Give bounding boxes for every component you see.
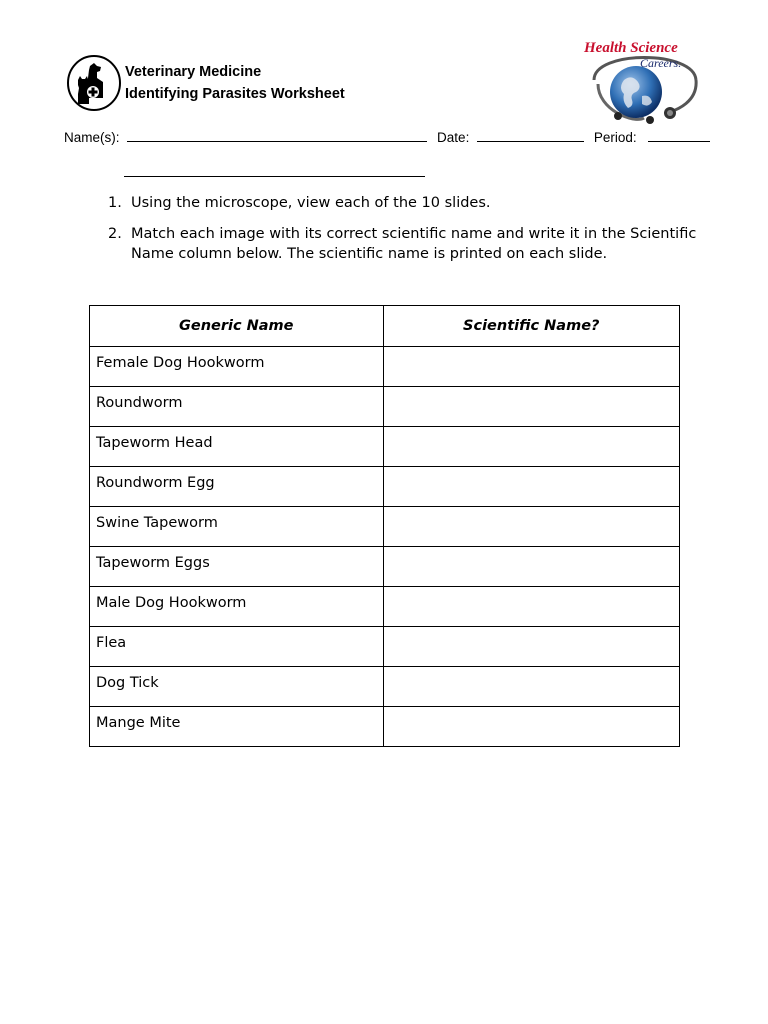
name-label: Name(s):	[64, 130, 120, 145]
table-row	[90, 347, 680, 387]
instructions-list	[108, 193, 728, 275]
table-row	[90, 467, 680, 507]
scientific-name-cell[interactable]	[383, 427, 679, 467]
name-input-line-2[interactable]	[124, 164, 425, 177]
logo-text-health-science: Health Science	[584, 40, 678, 56]
scientific-name-cell[interactable]	[383, 507, 679, 547]
generic-name-cell: Mange Mite	[90, 707, 384, 747]
instruction-number: 1.	[108, 195, 122, 211]
table-row	[90, 627, 680, 667]
instruction-item	[108, 193, 728, 213]
title-line-2: Identifying Parasites Worksheet	[125, 86, 345, 102]
scientific-name-cell[interactable]	[383, 587, 679, 627]
header-generic-name: Generic Name	[90, 306, 384, 347]
generic-name-cell: Female Dog Hookworm	[90, 347, 384, 387]
table-header-row	[90, 306, 680, 347]
scientific-name-cell[interactable]	[383, 347, 679, 387]
name-input-line[interactable]	[127, 129, 427, 142]
table-row	[90, 587, 680, 627]
title-line-1: Veterinary Medicine	[125, 64, 262, 80]
period-label: Period:	[593, 130, 637, 145]
generic-name-cell: Male Dog Hookworm	[90, 587, 384, 627]
table-row	[90, 547, 680, 587]
generic-name-cell: Roundworm	[90, 387, 384, 427]
generic-name-cell: Flea	[90, 627, 384, 667]
table-row	[90, 507, 680, 547]
scientific-name-cell[interactable]	[383, 707, 679, 747]
date-input-line[interactable]	[477, 129, 584, 142]
student-info-fields	[64, 129, 710, 145]
scientific-name-cell[interactable]	[383, 467, 679, 507]
table-row	[90, 387, 680, 427]
scientific-name-cell[interactable]	[383, 387, 679, 427]
generic-name-cell: Dog Tick	[90, 667, 384, 707]
instruction-text: Match each image with its correct scientific name and write it in the Scientific Name column below. The scientific name is printed on each slide.	[131, 226, 697, 262]
table-row	[90, 707, 680, 747]
instruction-text: Using the microscope, view each of the 10 slides.	[131, 195, 491, 211]
header-scientific-name: Scientific Name?	[383, 306, 679, 347]
generic-name-cell: Roundworm Egg	[90, 467, 384, 507]
health-science-careers-logo	[584, 40, 706, 124]
table-row	[90, 427, 680, 467]
worksheet-title	[125, 61, 345, 105]
logo-text-careers: Careers.	[640, 56, 682, 70]
scientific-name-cell[interactable]	[383, 667, 679, 707]
table-row	[90, 667, 680, 707]
instruction-item	[108, 224, 728, 264]
parasites-table	[89, 305, 680, 747]
date-label: Date:	[437, 130, 470, 145]
generic-name-cell: Tapeworm Eggs	[90, 547, 384, 587]
vet-pets-cross-icon	[66, 54, 122, 112]
generic-name-cell: Tapeworm Head	[90, 427, 384, 467]
scientific-name-cell[interactable]	[383, 627, 679, 667]
scientific-name-cell[interactable]	[383, 547, 679, 587]
generic-name-cell: Swine Tapeworm	[90, 507, 384, 547]
period-input-line[interactable]	[648, 129, 710, 142]
instruction-number: 2.	[108, 226, 122, 242]
